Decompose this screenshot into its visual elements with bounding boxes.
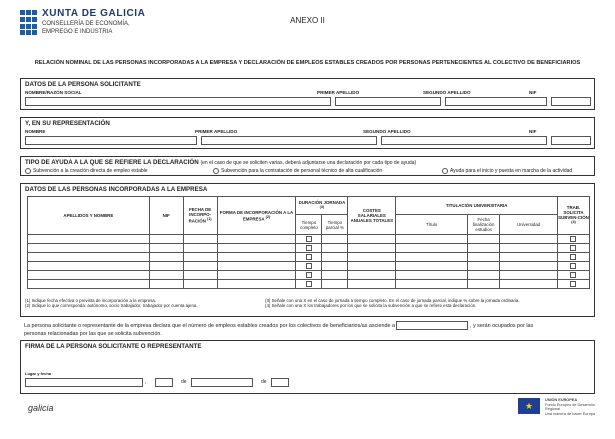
table-row (28, 280, 590, 289)
col-degree-univ: Universidad (500, 215, 558, 235)
col-date: FECHA DE INCORPO-RACIÓN $^{(1)}$ (183, 197, 217, 235)
declaration (24, 321, 594, 338)
cell-degree-title[interactable] (396, 253, 468, 262)
full-time-checkbox[interactable] (306, 281, 312, 287)
cell-date[interactable] (183, 271, 217, 280)
cell-costs[interactable] (348, 280, 396, 289)
cell-degree-date[interactable] (468, 280, 500, 289)
applicant-heading: DATOS DE LA PERSONA SOLICITANTE (25, 81, 141, 88)
eu-line-1: UNIÓN EUROPEA (545, 398, 578, 402)
rep-surname1-label: PRIMER APELLIDO (195, 129, 238, 134)
aid-type-note: (en el caso de que se soliciten varias, deberá adjuntarse una declaración por cada tipo de ayuda) (200, 160, 417, 166)
aid-option-1-radio[interactable] (25, 168, 31, 174)
cell-names[interactable] (28, 244, 150, 253)
place-field[interactable] (25, 378, 143, 387)
applicant-nif-field[interactable] (551, 97, 591, 106)
people-rows (28, 235, 590, 289)
cell-costs[interactable] (348, 235, 396, 244)
annex-label: ANEXO II (290, 16, 325, 25)
cell-trab[interactable] (557, 235, 589, 244)
table-notes-right (265, 298, 595, 308)
cell-part-time[interactable] (322, 271, 348, 280)
trab-checkbox[interactable] (570, 272, 576, 278)
year-field[interactable] (271, 378, 289, 387)
place-date-label: Lugar y fecha (25, 371, 52, 376)
trab-checkbox[interactable] (570, 263, 576, 269)
eu-legend (545, 398, 600, 416)
col-nif: NIF (149, 197, 183, 235)
cell-full-time[interactable] (296, 253, 322, 262)
cell-part-time[interactable] (322, 235, 348, 244)
col-form: FORMA DE INCORPORACIÓN A LA EMPRESA $^{(2)}$ (217, 197, 296, 235)
cell-degree-title[interactable] (396, 271, 468, 280)
people-section (20, 183, 595, 317)
cell-degree-univ[interactable] (500, 235, 558, 244)
cell-form[interactable] (217, 280, 296, 289)
cell-degree-date[interactable] (468, 244, 500, 253)
aid-option-1-label: Subvención a la creación directa de empleo estable (33, 168, 148, 174)
cell-degree-univ[interactable] (500, 253, 558, 262)
representative-section (20, 117, 595, 149)
cell-costs[interactable] (348, 271, 396, 280)
cell-degree-date[interactable] (468, 235, 500, 244)
cell-date[interactable] (183, 235, 217, 244)
trab-checkbox[interactable] (570, 236, 576, 242)
cell-date[interactable] (183, 244, 217, 253)
applicant-surname2-field[interactable] (445, 97, 547, 106)
rep-name-label: NOMBRE (25, 129, 46, 134)
cell-trab[interactable] (557, 244, 589, 253)
cell-trab[interactable] (557, 271, 589, 280)
note-2: (2) Indique lo que corresponda: autónomo, socio trabajador, trabajador por cuenta ajena. (25, 303, 198, 309)
org-dept-line-1: CONSELLERÍA DE ECONOMÍA, (42, 21, 130, 27)
aid-option-2-label: Subvención para la contratación de personal técnico de alta cualificación (221, 168, 383, 174)
cell-degree-date[interactable] (468, 262, 500, 271)
org-dept-line-2: EMPREGO E INDUSTRIA (42, 28, 113, 35)
day-field[interactable] (155, 378, 173, 387)
full-time-checkbox[interactable] (306, 254, 312, 260)
aid-option-3-radio[interactable] (442, 168, 448, 174)
col-names: APELLIDOS Y NOMBRE (28, 197, 150, 235)
cell-degree-univ[interactable] (500, 262, 558, 271)
cell-degree-univ[interactable] (500, 271, 558, 280)
cell-names[interactable] (28, 271, 150, 280)
cell-degree-title[interactable] (396, 235, 468, 244)
cell-date[interactable] (183, 262, 217, 271)
declaration-text-3: personas relacionadas por las que se solicita subvención. (24, 331, 162, 337)
cell-date[interactable] (183, 280, 217, 289)
applicant-name-label: NOMBRE/RAZÓN SOCIAL (25, 90, 82, 95)
full-time-checkbox[interactable] (306, 236, 312, 242)
sep-comma: , (145, 379, 147, 385)
cell-part-time[interactable] (322, 253, 348, 262)
cell-degree-title[interactable] (396, 262, 468, 271)
cell-costs[interactable] (348, 262, 396, 271)
note-3: (3) Señale con una X en el caso de jornada a tiempo completo. En el caso de jornada parcial, indique % sobre la jornada ordinaria. (265, 298, 520, 303)
rep-surname1-field[interactable] (201, 136, 377, 145)
cell-form[interactable] (217, 262, 296, 271)
xunta-logo (20, 8, 170, 50)
cell-degree-univ[interactable] (500, 280, 558, 289)
rep-nif-field[interactable] (551, 136, 591, 145)
rep-surname2-field[interactable] (381, 136, 547, 145)
note-1: (1) Indique fecha efectiva o prevista de incorporación a la empresa. (25, 298, 157, 303)
rep-nif-label: NIF (529, 129, 537, 134)
cell-form[interactable] (217, 244, 296, 253)
representative-heading: Y, EN SU REPRESENTACIÓN (25, 120, 110, 127)
col-degree: TITULACIÓN UNIVERSITARIA (396, 197, 558, 215)
aid-option-2-radio[interactable] (213, 168, 219, 174)
trab-checkbox[interactable] (570, 254, 576, 260)
col-trab: TRAB. SOLICITA SUBVEN-CIÓN $^{(4)}$ (557, 197, 589, 235)
cell-full-time[interactable] (296, 280, 322, 289)
sep-de-2: de (261, 379, 267, 385)
full-time-checkbox[interactable] (306, 263, 312, 269)
cell-degree-title[interactable] (396, 280, 468, 289)
cell-form[interactable] (217, 253, 296, 262)
cell-names[interactable] (28, 253, 150, 262)
cell-part-time[interactable] (322, 262, 348, 271)
cell-nif[interactable] (149, 253, 183, 262)
galicia-logo: galicia (28, 403, 54, 413)
table-notes-left (25, 298, 265, 308)
cell-full-time[interactable] (296, 235, 322, 244)
applicant-surname1-field[interactable] (335, 97, 441, 106)
cell-degree-title[interactable] (396, 244, 468, 253)
col-full-time: Tiempo completo (296, 215, 322, 235)
people-heading: DATOS DE LAS PERSONAS INCORPORADAS A LA EMPRESA (25, 186, 208, 193)
cell-nif[interactable] (149, 280, 183, 289)
signature-section (20, 340, 595, 394)
applicant-section (20, 78, 595, 110)
cell-trab[interactable] (557, 262, 589, 271)
cell-costs[interactable] (348, 253, 396, 262)
jobs-count-field[interactable] (396, 321, 468, 330)
table-row (28, 235, 590, 244)
aid-type-heading: TIPO DE AYUDA A LA QUE SE REFIERE LA DECLARACIÓN (en el caso de que se soliciten varias, deberá adjuntarse una declaración por cada tipo de ayuda) (25, 159, 417, 166)
applicant-name-field[interactable] (25, 97, 331, 106)
cell-degree-date[interactable] (468, 271, 500, 280)
cell-full-time[interactable] (296, 271, 322, 280)
cell-full-time[interactable] (296, 262, 322, 271)
people-table (27, 196, 590, 289)
full-time-checkbox[interactable] (306, 272, 312, 278)
table-row (28, 271, 590, 280)
cell-nif[interactable] (149, 235, 183, 244)
aid-type-section (20, 156, 595, 176)
cell-nif[interactable] (149, 271, 183, 280)
trab-checkbox[interactable] (570, 281, 576, 287)
cell-full-time[interactable] (296, 244, 322, 253)
declaration-text-2: , y serán ocupados por las (469, 322, 534, 329)
col-duration: DURACIÓN JORNADA $^{(3)}$ (296, 197, 348, 215)
cell-costs[interactable] (348, 244, 396, 253)
col-costs: COSTES SALARIALES ANUALES TOTALES (348, 197, 396, 235)
full-time-checkbox[interactable] (306, 245, 312, 251)
applicant-surname1-label: PRIMER APELLIDO (317, 90, 360, 95)
trab-checkbox[interactable] (570, 245, 576, 251)
applicant-nif-label: NIF (529, 90, 537, 95)
month-field[interactable] (191, 378, 253, 387)
cell-names[interactable] (28, 262, 150, 271)
cell-form[interactable] (217, 271, 296, 280)
cell-date[interactable] (183, 253, 217, 262)
form-title: RELACIÓN NOMINAL DE LAS PERSONAS INCORPORADAS A LA EMPRESA Y DECLARACIÓN DE EMPLEOS ESTABLES CREADOS POR PERSONAS PERTENECIENTES AL COLECTIVO DE BENEFICIARIOS (34, 60, 581, 66)
cell-trab[interactable] (557, 253, 589, 262)
table-header-row (28, 197, 590, 215)
applicant-surname2-label: SEGUNDO APELLIDO (423, 90, 471, 95)
col-degree-title: Título (396, 215, 468, 235)
col-part-time: Tiempo parcial % (322, 215, 348, 235)
table-row (28, 262, 590, 271)
cell-names[interactable] (28, 235, 150, 244)
cell-degree-date[interactable] (468, 253, 500, 262)
cell-nif[interactable] (149, 262, 183, 271)
declaration-text-1: La persona solicitante o representante de la empresa declara que el número de empleos estables creados por los colectivos de beneficiarios/as asciende a (24, 322, 395, 329)
eu-line-2: Fondo Europeo de Desarrollo Regional (545, 402, 595, 412)
aid-option-3-label: Ayuda para el inicio y puesta en marcha de la actividad (450, 168, 573, 174)
cell-part-time[interactable] (322, 244, 348, 253)
rep-name-field[interactable] (25, 136, 197, 145)
note-4: (4) Señale con una X los trabajadores por los que se solicita la subvención a que se refiere esta declaración. (265, 303, 477, 309)
cell-form[interactable] (217, 235, 296, 244)
signature-heading: FIRMA DE LA PERSONA SOLICITANTE O REPRESENTANTE (25, 343, 202, 350)
sep-de-1: de (181, 379, 187, 385)
cell-degree-univ[interactable] (500, 244, 558, 253)
cell-trab[interactable] (557, 280, 589, 289)
cell-names[interactable] (28, 280, 150, 289)
table-row (28, 253, 590, 262)
org-name: XUNTA DE GALICIA (42, 8, 146, 19)
eu-line-3: Una manera de hacer Europa (545, 411, 596, 416)
cell-part-time[interactable] (322, 280, 348, 289)
cell-nif[interactable] (149, 244, 183, 253)
table-row (28, 244, 590, 253)
eu-stars-icon: ★ (524, 401, 534, 411)
rep-surname2-label: SEGUNDO APELLIDO (363, 129, 411, 134)
col-degree-date: Fecha finalización estudios (468, 215, 500, 235)
